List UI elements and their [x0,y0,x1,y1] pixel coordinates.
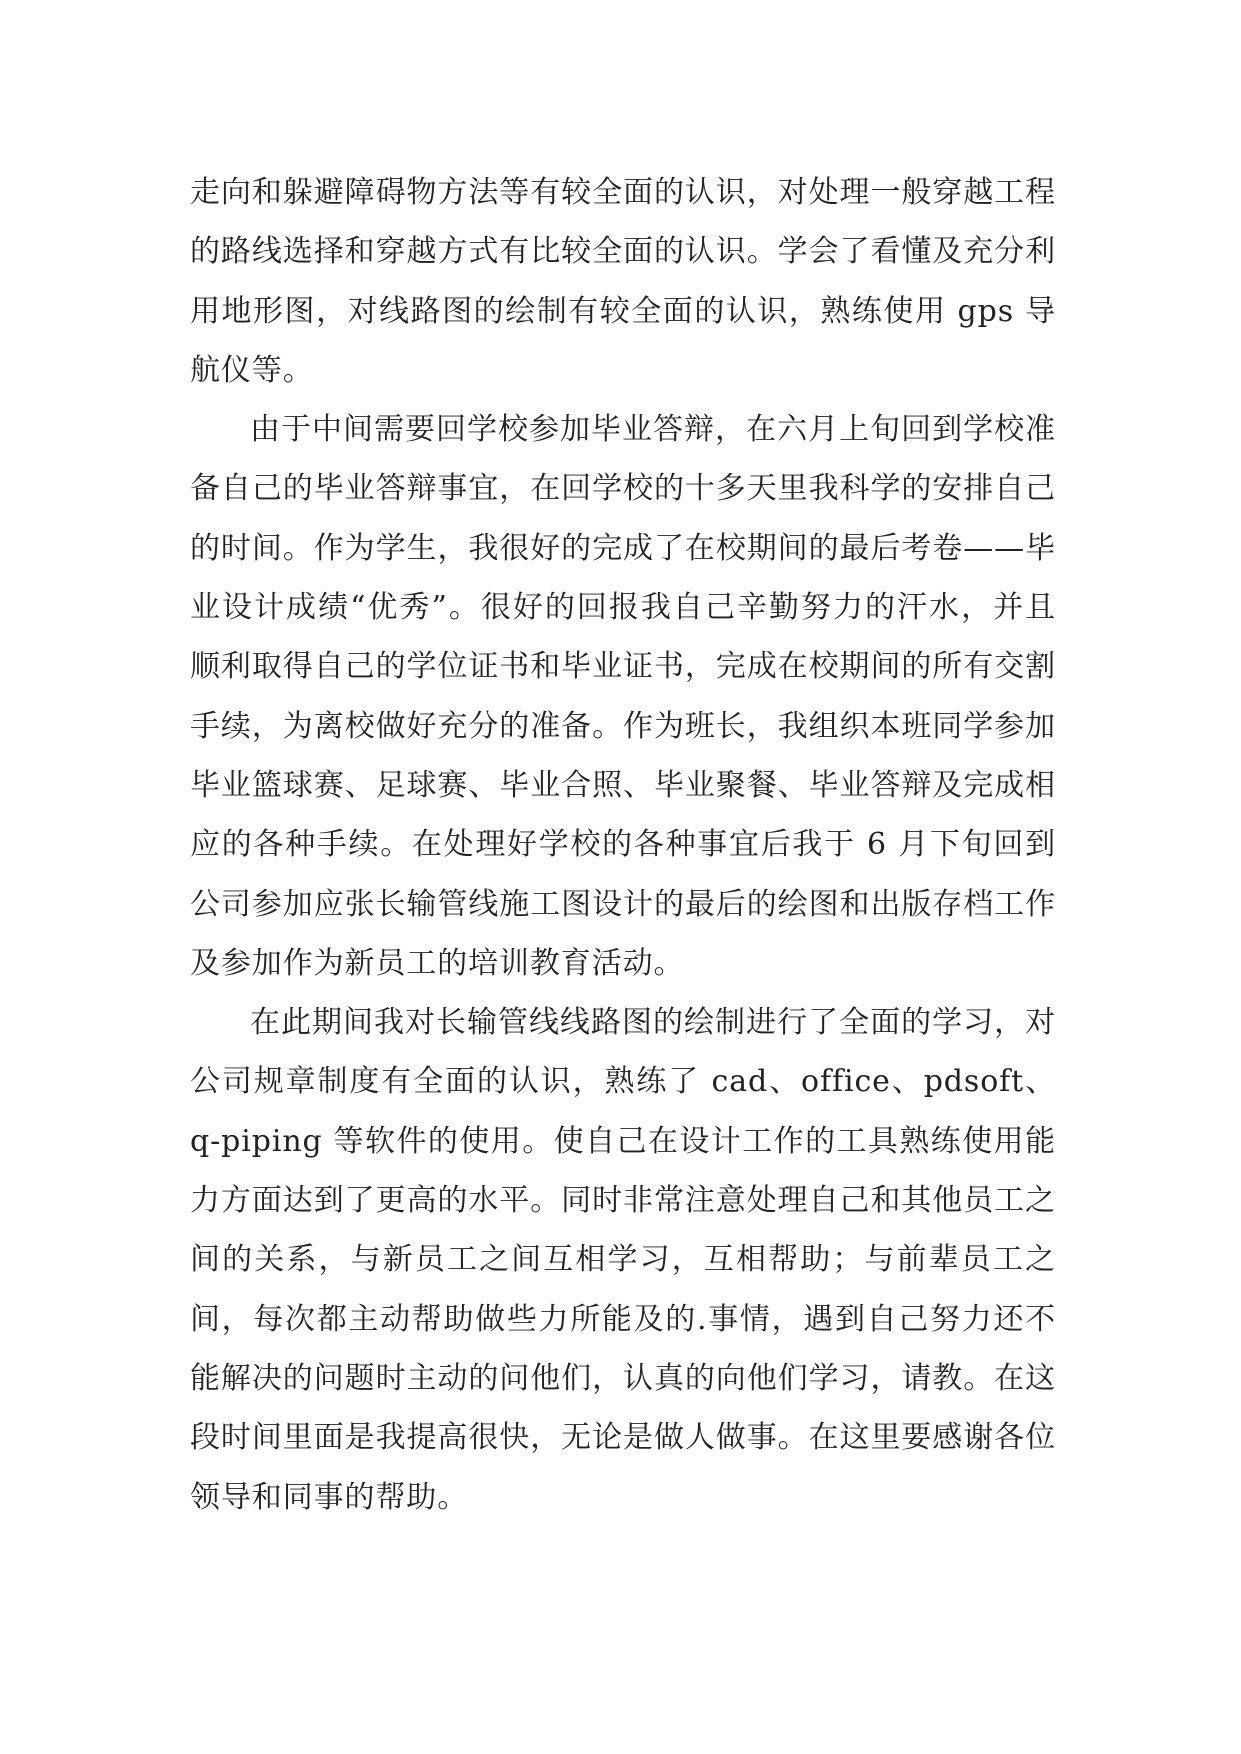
paragraph-2: 由于中间需要回学校参加毕业答辩，在六月上旬回到学校准备自己的毕业答辩事宜，在回学校的十多天里我科学的安排自己的时间。作为学生，我很好的完成了在校期间的最后考卷——毕业设计成绩“优秀”。很好的回报我自己辛勤努力的汗水，并且顺利取得自己的学位证书和毕业证书，完成在校期间的所有交割手续，为离校做好充分的准备。作为班长，我组织本班同学参加毕业篮球赛、足球赛、毕业合照、毕业聚餐、毕业答辩及完成相应的各种手续。在处理好学校的各种事宜后我于 6 月下旬回到公司参加应张长输管线施工图设计的最后的绘图和出版存档工作及参加作为新员工的培训教育活动。 [190,412,1056,981]
document-body [190,163,1056,1527]
paragraph-1: 走向和躲避障碍物方法等有较全面的认识，对处理一般穿越工程的路线选择和穿越方式有比较全面的认识。学会了看懂及充分利用地形图，对线路图的绘制有较全面的认识，熟练使用 gps 导航仪等。 [190,175,1056,388]
paragraph-3: 在此期间我对长输管线线路图的绘制进行了全面的学习，对公司规章制度有全面的认识，熟练了 cad、office、pdsoft、q-piping 等软件的使用。使自己在设计工作的工具熟练使用能力方面达到了更高的水平。同时非常注意处理自己和其他员工之间的关系，与新员工之间互相学习，互相帮助；与前辈员工之间，每次都主动帮助做些力所能及的.事情，遇到自己努力还不能解决的问题时主动的问他们，认真的向他们学习，请教。在这段时间里面是我提高很快，无论是做人做事。在这里要感谢各位领导和同事的帮助。 [190,1005,1056,1515]
